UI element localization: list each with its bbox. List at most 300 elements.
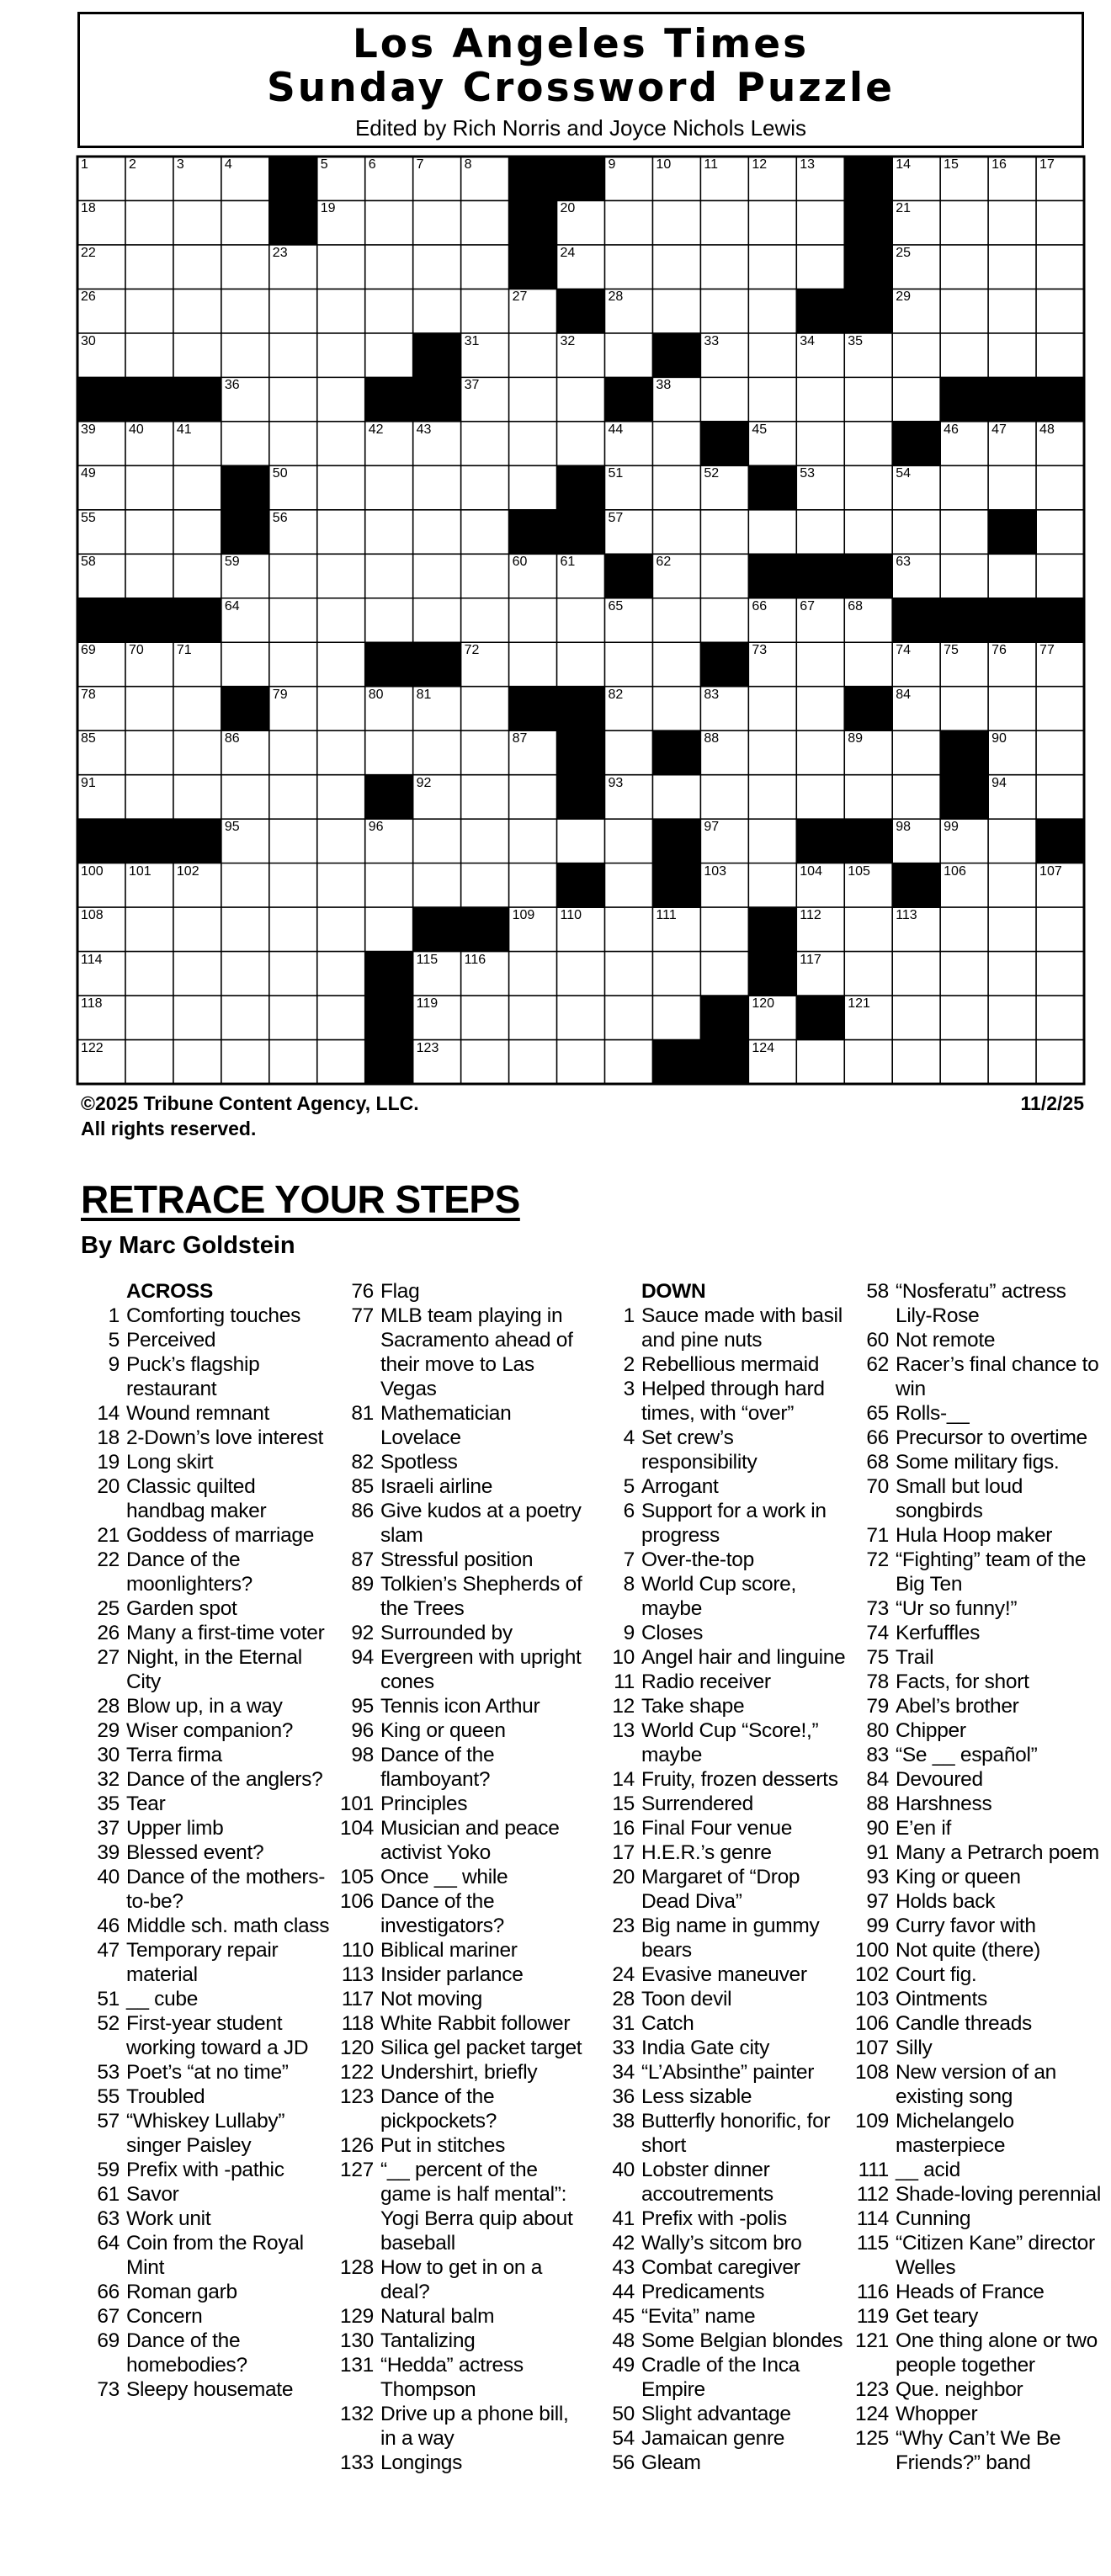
grid-cell[interactable] xyxy=(1036,863,1084,908)
grid-cell[interactable] xyxy=(173,465,221,510)
grid-cell[interactable] xyxy=(700,333,748,378)
grid-cell[interactable] xyxy=(509,333,557,378)
grid-cell[interactable] xyxy=(77,333,125,378)
grid-cell[interactable] xyxy=(365,157,413,201)
grid-cell[interactable] xyxy=(77,952,125,996)
grid-cell[interactable] xyxy=(892,687,940,731)
grid-cell[interactable] xyxy=(700,863,748,908)
grid-cell[interactable] xyxy=(557,598,605,643)
grid-cell[interactable] xyxy=(269,510,317,555)
grid-cell[interactable] xyxy=(509,730,557,775)
grid-cell[interactable] xyxy=(652,245,700,289)
grid-cell[interactable] xyxy=(413,554,461,598)
grid-cell[interactable] xyxy=(940,554,988,598)
grid-cell[interactable] xyxy=(269,333,317,378)
grid-cell[interactable] xyxy=(77,510,125,555)
crossword-grid[interactable] xyxy=(77,157,1084,1084)
grid-cell[interactable] xyxy=(557,642,605,687)
grid-cell[interactable] xyxy=(1036,289,1084,333)
grid-cell[interactable] xyxy=(317,775,365,820)
grid-cell[interactable] xyxy=(557,333,605,378)
grid-cell[interactable] xyxy=(892,819,940,863)
grid-cell[interactable] xyxy=(892,157,940,201)
grid-cell[interactable] xyxy=(317,200,365,245)
grid-cell[interactable] xyxy=(940,863,988,908)
grid-cell[interactable] xyxy=(413,996,461,1040)
grid-cell[interactable] xyxy=(269,422,317,466)
grid-cell[interactable] xyxy=(269,598,317,643)
grid-cell[interactable] xyxy=(796,245,844,289)
grid-cell[interactable] xyxy=(652,907,700,952)
grid-cell[interactable] xyxy=(604,289,652,333)
grid-cell[interactable] xyxy=(796,510,844,555)
grid-cell[interactable] xyxy=(988,863,1036,908)
grid-cell[interactable] xyxy=(365,687,413,731)
grid-cell[interactable] xyxy=(461,598,509,643)
grid-cell[interactable] xyxy=(509,377,557,422)
grid-cell[interactable] xyxy=(173,952,221,996)
grid-cell[interactable] xyxy=(461,730,509,775)
grid-cell[interactable] xyxy=(557,819,605,863)
grid-cell[interactable] xyxy=(604,245,652,289)
grid-cell[interactable] xyxy=(652,465,700,510)
grid-cell[interactable] xyxy=(700,687,748,731)
grid-cell[interactable] xyxy=(269,775,317,820)
grid-cell[interactable] xyxy=(988,465,1036,510)
grid-cell[interactable] xyxy=(796,465,844,510)
grid-cell[interactable] xyxy=(748,200,796,245)
grid-cell[interactable] xyxy=(413,687,461,731)
grid-cell[interactable] xyxy=(892,465,940,510)
grid-cell[interactable] xyxy=(796,775,844,820)
grid-cell[interactable] xyxy=(988,730,1036,775)
grid-cell[interactable] xyxy=(269,730,317,775)
grid-cell[interactable] xyxy=(652,510,700,555)
grid-cell[interactable] xyxy=(940,819,988,863)
grid-cell[interactable] xyxy=(700,465,748,510)
grid-cell[interactable] xyxy=(796,422,844,466)
grid-cell[interactable] xyxy=(413,422,461,466)
grid-cell[interactable] xyxy=(461,819,509,863)
grid-cell[interactable] xyxy=(844,996,892,1040)
grid-cell[interactable] xyxy=(988,157,1036,201)
grid-cell[interactable] xyxy=(413,775,461,820)
grid-cell[interactable] xyxy=(604,200,652,245)
grid-cell[interactable] xyxy=(940,996,988,1040)
grid-cell[interactable] xyxy=(892,510,940,555)
grid-cell[interactable] xyxy=(461,422,509,466)
grid-cell[interactable] xyxy=(604,510,652,555)
grid-cell[interactable] xyxy=(748,775,796,820)
grid-cell[interactable] xyxy=(892,1040,940,1085)
grid-cell[interactable] xyxy=(988,333,1036,378)
grid-cell[interactable] xyxy=(413,157,461,201)
grid-cell[interactable] xyxy=(317,245,365,289)
grid-cell[interactable] xyxy=(796,642,844,687)
grid-cell[interactable] xyxy=(317,510,365,555)
grid-cell[interactable] xyxy=(844,642,892,687)
grid-cell[interactable] xyxy=(940,465,988,510)
grid-cell[interactable] xyxy=(173,333,221,378)
grid-cell[interactable] xyxy=(317,863,365,908)
grid-cell[interactable] xyxy=(173,554,221,598)
grid-cell[interactable] xyxy=(796,1040,844,1085)
grid-cell[interactable] xyxy=(892,245,940,289)
grid-cell[interactable] xyxy=(557,907,605,952)
grid-cell[interactable] xyxy=(748,996,796,1040)
grid-cell[interactable] xyxy=(652,775,700,820)
grid-cell[interactable] xyxy=(77,465,125,510)
grid-cell[interactable] xyxy=(461,642,509,687)
grid-cell[interactable] xyxy=(269,1040,317,1085)
grid-cell[interactable] xyxy=(413,465,461,510)
grid-cell[interactable] xyxy=(604,730,652,775)
grid-cell[interactable] xyxy=(317,422,365,466)
grid-cell[interactable] xyxy=(892,730,940,775)
grid-cell[interactable] xyxy=(604,863,652,908)
grid-cell[interactable] xyxy=(221,200,269,245)
grid-cell[interactable] xyxy=(557,1040,605,1085)
grid-cell[interactable] xyxy=(173,245,221,289)
grid-cell[interactable] xyxy=(604,996,652,1040)
grid-cell[interactable] xyxy=(77,200,125,245)
grid-cell[interactable] xyxy=(604,642,652,687)
grid-cell[interactable] xyxy=(557,554,605,598)
grid-cell[interactable] xyxy=(748,510,796,555)
grid-cell[interactable] xyxy=(77,1040,125,1085)
grid-cell[interactable] xyxy=(269,554,317,598)
grid-cell[interactable] xyxy=(557,996,605,1040)
grid-cell[interactable] xyxy=(317,333,365,378)
grid-cell[interactable] xyxy=(269,687,317,731)
grid-cell[interactable] xyxy=(509,598,557,643)
grid-cell[interactable] xyxy=(1036,687,1084,731)
grid-cell[interactable] xyxy=(125,687,173,731)
grid-cell[interactable] xyxy=(125,996,173,1040)
grid-cell[interactable] xyxy=(557,952,605,996)
grid-cell[interactable] xyxy=(269,245,317,289)
grid-cell[interactable] xyxy=(796,687,844,731)
grid-cell[interactable] xyxy=(1036,510,1084,555)
grid-cell[interactable] xyxy=(940,157,988,201)
grid-cell[interactable] xyxy=(269,996,317,1040)
grid-cell[interactable] xyxy=(700,554,748,598)
grid-cell[interactable] xyxy=(652,996,700,1040)
grid-cell[interactable] xyxy=(509,996,557,1040)
grid-cell[interactable] xyxy=(317,996,365,1040)
grid-cell[interactable] xyxy=(77,289,125,333)
grid-cell[interactable] xyxy=(796,333,844,378)
grid-cell[interactable] xyxy=(413,1040,461,1085)
grid-cell[interactable] xyxy=(844,422,892,466)
grid-cell[interactable] xyxy=(461,510,509,555)
grid-cell[interactable] xyxy=(269,289,317,333)
grid-cell[interactable] xyxy=(221,333,269,378)
grid-cell[interactable] xyxy=(940,952,988,996)
grid-cell[interactable] xyxy=(652,422,700,466)
grid-cell[interactable] xyxy=(317,157,365,201)
grid-cell[interactable] xyxy=(221,863,269,908)
grid-cell[interactable] xyxy=(77,775,125,820)
grid-cell[interactable] xyxy=(796,907,844,952)
grid-cell[interactable] xyxy=(509,422,557,466)
grid-cell[interactable] xyxy=(748,819,796,863)
grid-cell[interactable] xyxy=(461,687,509,731)
grid-cell[interactable] xyxy=(365,289,413,333)
grid-cell[interactable] xyxy=(461,775,509,820)
grid-cell[interactable] xyxy=(77,687,125,731)
grid-cell[interactable] xyxy=(652,952,700,996)
grid-cell[interactable] xyxy=(652,289,700,333)
grid-cell[interactable] xyxy=(700,730,748,775)
grid-cell[interactable] xyxy=(77,863,125,908)
grid-cell[interactable] xyxy=(604,775,652,820)
grid-cell[interactable] xyxy=(892,289,940,333)
grid-cell[interactable] xyxy=(509,907,557,952)
grid-cell[interactable] xyxy=(125,642,173,687)
grid-cell[interactable] xyxy=(700,377,748,422)
grid-cell[interactable] xyxy=(173,996,221,1040)
grid-cell[interactable] xyxy=(125,730,173,775)
grid-cell[interactable] xyxy=(221,642,269,687)
grid-cell[interactable] xyxy=(748,289,796,333)
grid-cell[interactable] xyxy=(700,775,748,820)
grid-cell[interactable] xyxy=(221,775,269,820)
grid-cell[interactable] xyxy=(557,377,605,422)
grid-cell[interactable] xyxy=(748,333,796,378)
grid-cell[interactable] xyxy=(892,200,940,245)
grid-cell[interactable] xyxy=(892,377,940,422)
grid-cell[interactable] xyxy=(365,554,413,598)
grid-cell[interactable] xyxy=(317,554,365,598)
grid-cell[interactable] xyxy=(125,333,173,378)
grid-cell[interactable] xyxy=(796,863,844,908)
grid-cell[interactable] xyxy=(221,289,269,333)
grid-cell[interactable] xyxy=(844,775,892,820)
grid-cell[interactable] xyxy=(461,996,509,1040)
grid-cell[interactable] xyxy=(413,510,461,555)
grid-cell[interactable] xyxy=(892,775,940,820)
grid-cell[interactable] xyxy=(125,465,173,510)
grid-cell[interactable] xyxy=(700,819,748,863)
grid-cell[interactable] xyxy=(652,687,700,731)
grid-cell[interactable] xyxy=(77,422,125,466)
grid-cell[interactable] xyxy=(892,952,940,996)
grid-cell[interactable] xyxy=(173,1040,221,1085)
grid-cell[interactable] xyxy=(1036,245,1084,289)
grid-cell[interactable] xyxy=(844,730,892,775)
grid-cell[interactable] xyxy=(988,907,1036,952)
grid-cell[interactable] xyxy=(700,907,748,952)
grid-cell[interactable] xyxy=(461,952,509,996)
grid-cell[interactable] xyxy=(221,952,269,996)
grid-cell[interactable] xyxy=(125,952,173,996)
grid-cell[interactable] xyxy=(269,907,317,952)
grid-cell[interactable] xyxy=(748,245,796,289)
grid-cell[interactable] xyxy=(1036,157,1084,201)
grid-cell[interactable] xyxy=(461,863,509,908)
grid-cell[interactable] xyxy=(461,554,509,598)
grid-cell[interactable] xyxy=(413,819,461,863)
grid-cell[interactable] xyxy=(221,996,269,1040)
grid-cell[interactable] xyxy=(173,775,221,820)
grid-cell[interactable] xyxy=(892,996,940,1040)
grid-cell[interactable] xyxy=(317,907,365,952)
grid-cell[interactable] xyxy=(509,819,557,863)
grid-cell[interactable] xyxy=(604,422,652,466)
grid-cell[interactable] xyxy=(221,730,269,775)
grid-cell[interactable] xyxy=(844,863,892,908)
grid-cell[interactable] xyxy=(652,598,700,643)
grid-cell[interactable] xyxy=(125,1040,173,1085)
grid-cell[interactable] xyxy=(1036,1040,1084,1085)
grid-cell[interactable] xyxy=(413,289,461,333)
grid-cell[interactable] xyxy=(796,598,844,643)
grid-cell[interactable] xyxy=(125,510,173,555)
grid-cell[interactable] xyxy=(1036,554,1084,598)
grid-cell[interactable] xyxy=(748,730,796,775)
grid-cell[interactable] xyxy=(796,377,844,422)
grid-cell[interactable] xyxy=(173,730,221,775)
grid-cell[interactable] xyxy=(604,157,652,201)
grid-cell[interactable] xyxy=(988,952,1036,996)
grid-cell[interactable] xyxy=(748,863,796,908)
grid-cell[interactable] xyxy=(1036,333,1084,378)
grid-cell[interactable] xyxy=(269,863,317,908)
grid-cell[interactable] xyxy=(844,598,892,643)
grid-cell[interactable] xyxy=(604,598,652,643)
grid-cell[interactable] xyxy=(604,819,652,863)
grid-cell[interactable] xyxy=(652,642,700,687)
grid-cell[interactable] xyxy=(1036,996,1084,1040)
grid-cell[interactable] xyxy=(748,1040,796,1085)
grid-cell[interactable] xyxy=(700,157,748,201)
grid-cell[interactable] xyxy=(988,554,1036,598)
grid-cell[interactable] xyxy=(77,730,125,775)
grid-cell[interactable] xyxy=(700,952,748,996)
grid-cell[interactable] xyxy=(77,245,125,289)
grid-cell[interactable] xyxy=(317,642,365,687)
grid-cell[interactable] xyxy=(125,245,173,289)
grid-cell[interactable] xyxy=(988,687,1036,731)
grid-cell[interactable] xyxy=(173,907,221,952)
grid-cell[interactable] xyxy=(748,157,796,201)
grid-cell[interactable] xyxy=(461,245,509,289)
grid-cell[interactable] xyxy=(77,642,125,687)
grid-cell[interactable] xyxy=(700,245,748,289)
grid-cell[interactable] xyxy=(509,775,557,820)
grid-cell[interactable] xyxy=(844,1040,892,1085)
grid-cell[interactable] xyxy=(317,730,365,775)
grid-cell[interactable] xyxy=(221,819,269,863)
grid-cell[interactable] xyxy=(988,245,1036,289)
grid-cell[interactable] xyxy=(509,642,557,687)
grid-cell[interactable] xyxy=(125,422,173,466)
grid-cell[interactable] xyxy=(269,377,317,422)
grid-cell[interactable] xyxy=(365,598,413,643)
grid-cell[interactable] xyxy=(461,333,509,378)
grid-cell[interactable] xyxy=(317,819,365,863)
grid-cell[interactable] xyxy=(317,952,365,996)
grid-cell[interactable] xyxy=(557,200,605,245)
grid-cell[interactable] xyxy=(988,642,1036,687)
grid-cell[interactable] xyxy=(173,422,221,466)
grid-cell[interactable] xyxy=(940,907,988,952)
grid-cell[interactable] xyxy=(844,333,892,378)
grid-cell[interactable] xyxy=(461,377,509,422)
grid-cell[interactable] xyxy=(365,465,413,510)
grid-cell[interactable] xyxy=(988,1040,1036,1085)
grid-cell[interactable] xyxy=(221,422,269,466)
grid-cell[interactable] xyxy=(173,642,221,687)
grid-cell[interactable] xyxy=(700,200,748,245)
grid-cell[interactable] xyxy=(413,200,461,245)
grid-cell[interactable] xyxy=(796,157,844,201)
grid-cell[interactable] xyxy=(652,157,700,201)
grid-cell[interactable] xyxy=(844,465,892,510)
grid-cell[interactable] xyxy=(365,245,413,289)
grid-cell[interactable] xyxy=(557,422,605,466)
grid-cell[interactable] xyxy=(988,200,1036,245)
grid-cell[interactable] xyxy=(221,377,269,422)
grid-cell[interactable] xyxy=(509,1040,557,1085)
grid-cell[interactable] xyxy=(173,289,221,333)
grid-cell[interactable] xyxy=(940,642,988,687)
grid-cell[interactable] xyxy=(652,377,700,422)
grid-cell[interactable] xyxy=(988,289,1036,333)
grid-cell[interactable] xyxy=(317,465,365,510)
grid-cell[interactable] xyxy=(365,907,413,952)
grid-cell[interactable] xyxy=(125,775,173,820)
grid-cell[interactable] xyxy=(461,465,509,510)
grid-cell[interactable] xyxy=(173,157,221,201)
grid-cell[interactable] xyxy=(365,333,413,378)
grid-cell[interactable] xyxy=(988,775,1036,820)
grid-cell[interactable] xyxy=(221,598,269,643)
grid-cell[interactable] xyxy=(461,157,509,201)
grid-cell[interactable] xyxy=(988,819,1036,863)
grid-cell[interactable] xyxy=(892,907,940,952)
grid-cell[interactable] xyxy=(1036,730,1084,775)
grid-cell[interactable] xyxy=(1036,422,1084,466)
grid-cell[interactable] xyxy=(221,157,269,201)
grid-cell[interactable] xyxy=(1036,907,1084,952)
grid-cell[interactable] xyxy=(461,1040,509,1085)
grid-cell[interactable] xyxy=(1036,775,1084,820)
grid-cell[interactable] xyxy=(509,289,557,333)
grid-cell[interactable] xyxy=(317,289,365,333)
grid-cell[interactable] xyxy=(365,510,413,555)
grid-cell[interactable] xyxy=(317,377,365,422)
grid-cell[interactable] xyxy=(269,819,317,863)
grid-cell[interactable] xyxy=(940,422,988,466)
grid-cell[interactable] xyxy=(940,333,988,378)
grid-cell[interactable] xyxy=(604,907,652,952)
grid-cell[interactable] xyxy=(173,200,221,245)
grid-cell[interactable] xyxy=(748,598,796,643)
grid-cell[interactable] xyxy=(940,289,988,333)
grid-cell[interactable] xyxy=(844,510,892,555)
grid-cell[interactable] xyxy=(892,333,940,378)
grid-cell[interactable] xyxy=(557,245,605,289)
grid-cell[interactable] xyxy=(221,554,269,598)
grid-cell[interactable] xyxy=(796,952,844,996)
grid-cell[interactable] xyxy=(221,907,269,952)
grid-cell[interactable] xyxy=(748,642,796,687)
grid-cell[interactable] xyxy=(940,200,988,245)
grid-cell[interactable] xyxy=(173,510,221,555)
grid-cell[interactable] xyxy=(125,289,173,333)
